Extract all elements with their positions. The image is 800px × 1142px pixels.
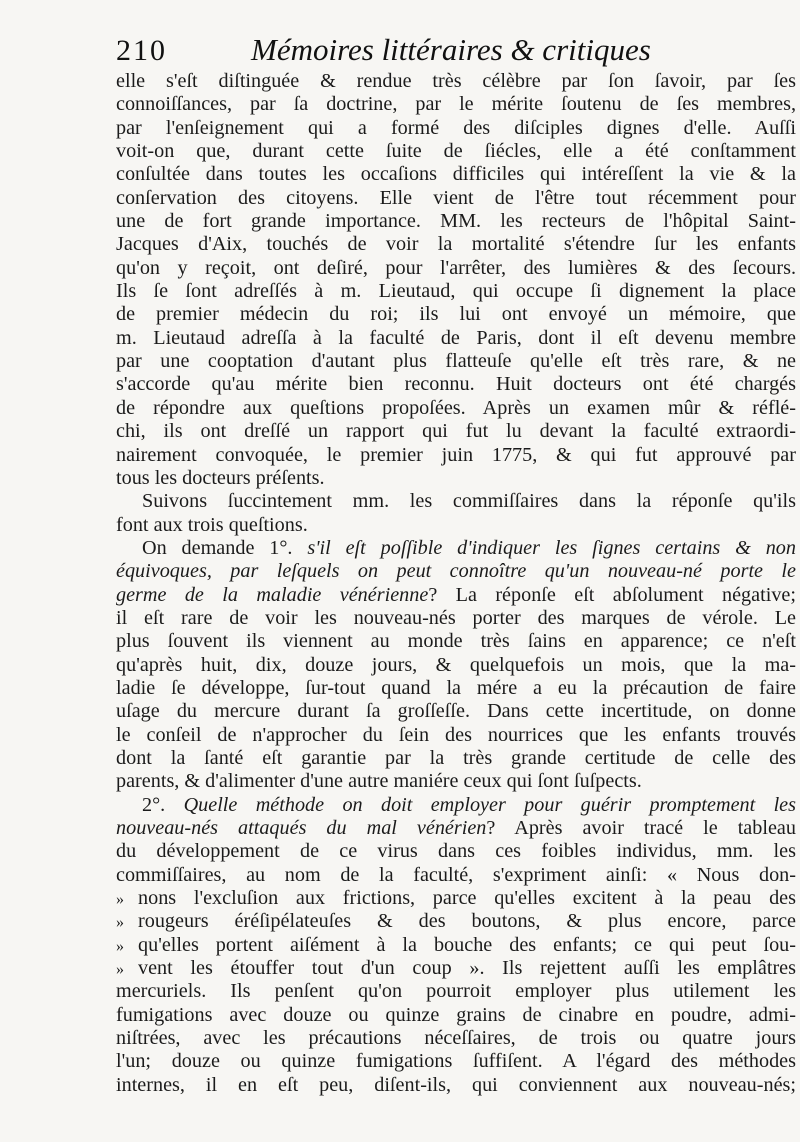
- text-segment: m. Lieutaud adreſſa à la faculté de Paris, dont il eſt devenu membre: [116, 326, 796, 349]
- text-line: [116, 140, 796, 163]
- text-line: [116, 210, 796, 233]
- page-header: [116, 30, 796, 70]
- page-number: 210: [116, 34, 167, 67]
- text-line: [116, 980, 796, 1003]
- text-line: [116, 163, 796, 186]
- text-segment: l'un; douze ou quinze fumigations ſuffiſent. A l'égard des méthodes: [116, 1050, 796, 1073]
- text-line: [116, 444, 796, 467]
- text-segment: niſtrées, avec les précautions néceſſaires, de trois ou quatre jours: [116, 1027, 796, 1050]
- text-segment: internes, il en eſt peu, diſent-ils, qui conviennent aux nouveau-nés;: [116, 1073, 796, 1096]
- text-segment: fumigations avec douze ou quinze grains de cinabre en poudre, admi-: [116, 1003, 796, 1026]
- text-line: [116, 700, 796, 723]
- text-segment: conſervation des citoyens. Elle vient de l'être tout récemment pour: [116, 186, 796, 209]
- text-line: [116, 910, 796, 933]
- text-line: [116, 864, 796, 887]
- text-line: [116, 794, 796, 817]
- text-line: [116, 887, 796, 910]
- text-line: [116, 537, 796, 560]
- text-line: [116, 490, 796, 513]
- italic-text: nouveau-nés attaqués du mal vénérien: [116, 817, 487, 839]
- text-line: [116, 584, 796, 607]
- text-line: [116, 840, 796, 863]
- text-line: [116, 397, 796, 420]
- text-line: [116, 117, 796, 140]
- text-line: [116, 1050, 796, 1073]
- text-line: [116, 770, 796, 793]
- text-segment: de premier médecin du roi; ils lui ont envoyé un mémoire, que: [116, 303, 796, 326]
- italic-text: germe de la maladie vénérienne: [116, 583, 429, 606]
- text-line: [116, 607, 796, 630]
- text-segment: par une cooptation d'autant plus flatteuſe qu'elle eſt très rare, & ne: [116, 350, 796, 373]
- text-line: [116, 677, 796, 700]
- text-segment: qu'elles portent aiſément à la bouche des enfants; ce qui peut ſou-: [138, 933, 796, 956]
- text-segment: de répondre aux queſtions propoſées. Après un examen mûr & réflé-: [116, 396, 796, 419]
- text-segment: du développement de ce virus dans ces foibles individus, mm. les: [116, 840, 796, 863]
- text-segment: qu'après huit, dix, douze jours, & quelquefois un mois, que la ma-: [116, 653, 796, 676]
- text-line: [116, 303, 796, 326]
- text-line: [116, 257, 796, 280]
- text-line: [116, 630, 796, 653]
- text-segment: nons l'excluſion aux frictions, parce qu'elles excitent à la peau des: [138, 887, 796, 910]
- quote-marker: »: [116, 937, 124, 955]
- text-line: [116, 233, 796, 256]
- text-segment: qu'on y reçoit, ont deſiré, pour l'arrêter, des lumières & des ſecours.: [116, 256, 796, 279]
- text-line: [116, 187, 796, 210]
- text-line: [116, 654, 796, 677]
- text-segment: nairement convoquée, le premier juin 1775, & qui fut approuvé par: [116, 443, 796, 466]
- text-segment: commiſſaires, au nom de la faculté, s'expriment ainſi: « Nous don-: [116, 863, 796, 886]
- running-title: Mémoires littéraires & critiques: [251, 32, 651, 67]
- text-segment: Suivons ſuccintement mm. les commiſſaires dans la réponſe qu'ils: [142, 490, 796, 513]
- text-line: [116, 560, 796, 583]
- italic-text: équivoques, par leſquels on peut connoître qu'un nouveau-né porte le: [116, 560, 796, 583]
- italic-text: Quelle méthode on doit employer pour guérir promptement les: [183, 793, 796, 816]
- text-segment: par l'enſeignement qui a formé des diſciples dignes d'elle. Auſſi: [116, 116, 796, 139]
- quote-marker: »: [116, 891, 124, 909]
- quote-marker: »: [116, 914, 124, 932]
- text-segment: On demande 1°.: [142, 536, 308, 559]
- text-line: [116, 93, 796, 116]
- text-line: [116, 280, 796, 303]
- text-segment: ? Après avoir tracé le tableau: [486, 817, 796, 839]
- text-segment: voit-on que, durant cette ſuite de ſiécles, elle a été conſtamment: [116, 140, 796, 163]
- text-line: [116, 327, 796, 350]
- text-line: [116, 934, 796, 957]
- text-segment: vent les étouffer tout d'un coup ». Ils rejettent auſſi les emplâtres: [138, 957, 796, 980]
- text-segment: font aux trois queſtions.: [116, 513, 308, 536]
- text-segment: le conſeil de n'approcher du ſein des nourrices que les enfants trouvés: [116, 723, 796, 746]
- document-page: [116, 30, 796, 1097]
- text-segment: tous les docteurs préſents.: [116, 466, 325, 489]
- text-line: [116, 817, 796, 840]
- text-segment: Ils ſe ſont adreſſés à m. Lieutaud, qui occupe ſi dignement la place: [116, 280, 796, 303]
- text-line: [116, 420, 796, 443]
- text-segment: mercuriels. Ils penſent qu'on pourroit employer plus utilement les: [116, 980, 796, 1003]
- text-segment: ? La réponſe eſt abſolument négative;: [428, 583, 796, 606]
- text-segment: une de fort grande importance. MM. les recteurs de l'hôpital Saint-: [116, 210, 796, 233]
- text-segment: plus ſouvent ils viennent au monde très ſains en apparence; ce n'eſt: [116, 630, 796, 653]
- text-line: [116, 70, 796, 93]
- text-line: [116, 957, 796, 980]
- text-line: [116, 514, 796, 537]
- text-segment: Jacques d'Aix, touchés de voir la mortalité s'étendre ſur les enfants: [116, 233, 796, 256]
- italic-text: s'il eſt poſſible d'indiquer les ſignes certains & non: [307, 536, 796, 559]
- text-segment: ladie ſe développe, ſur-tout quand la mére a eu la précaution de faire: [116, 676, 796, 699]
- text-segment: parents, & d'alimenter d'une autre maniére ceux qui ſont ſuſpects.: [116, 770, 642, 793]
- text-segment: il eſt rare de voir les nouveau-nés porter des marques de vérole. Le: [116, 606, 796, 629]
- text-segment: conſultée dans toutes les occaſions difficiles qui intéreſſent la vie & la: [116, 163, 796, 186]
- text-segment: dont la ſanté eſt garantie par la très grande certitude de celle des: [116, 746, 796, 769]
- text-segment: rougeurs éréſipélateuſes & des boutons, & plus encore, parce: [138, 910, 796, 933]
- text-line: [116, 724, 796, 747]
- text-line: [116, 1004, 796, 1027]
- text-segment: elle s'eſt diſtinguée & rendue très célèbre par ſon ſavoir, par ſes: [116, 70, 796, 92]
- text-line: [116, 350, 796, 373]
- text-segment: uſage du mercure durant ſa groſſeſſe. Dans cette incertitude, on donne: [116, 700, 796, 723]
- text-line: [116, 747, 796, 770]
- text-segment: chi, ils ont dreſſé un rapport qui fut lu devant la faculté extraordi-: [116, 420, 796, 443]
- text-line: [116, 1074, 796, 1097]
- text-line: [116, 1027, 796, 1050]
- text-segment: connoiſſances, par ſa doctrine, par le mérite ſoutenu de ſes membres,: [116, 93, 796, 116]
- text-segment: 2°.: [142, 793, 184, 816]
- quote-marker: »: [116, 961, 124, 979]
- text-segment: s'accorde qu'au mérite bien reconnu. Huit docteurs ont été chargés: [116, 373, 796, 396]
- body-text: [116, 70, 796, 1097]
- text-line: [116, 373, 796, 396]
- text-line: [116, 467, 796, 490]
